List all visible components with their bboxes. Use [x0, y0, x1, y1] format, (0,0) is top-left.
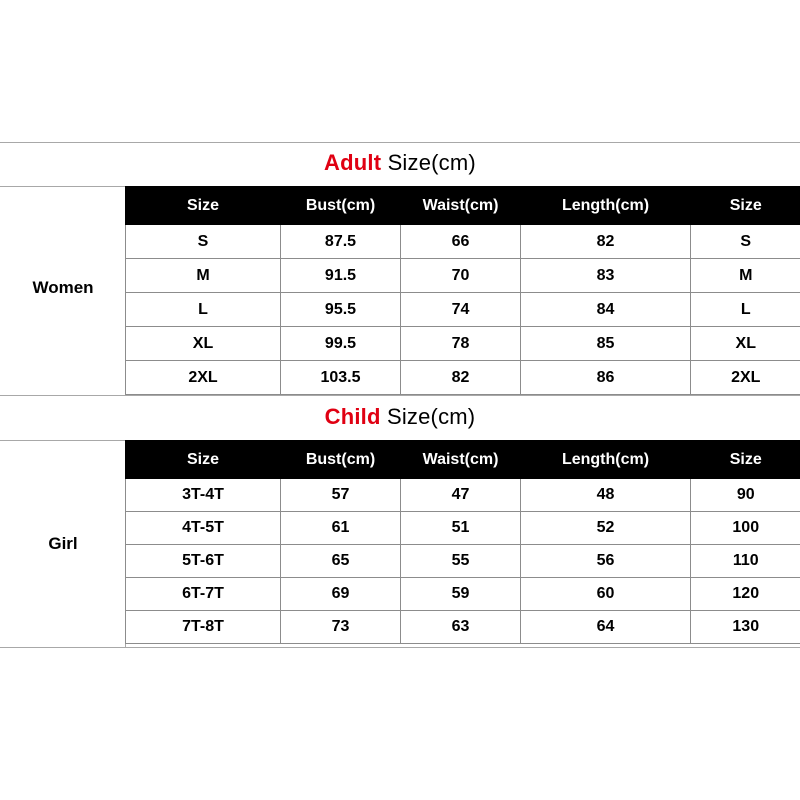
- title-accent: Adult: [324, 150, 382, 175]
- group-label-girl: Girl: [48, 534, 78, 553]
- section-bottom-border: [0, 647, 800, 648]
- table-header-row: [126, 187, 800, 225]
- table-cell: 120: [691, 578, 800, 611]
- table-cell: 47: [401, 479, 521, 512]
- table-cell: 51: [401, 512, 521, 545]
- table-row: [126, 545, 800, 578]
- header-cell: Waist(cm): [401, 441, 521, 479]
- title-rest: Size(cm): [386, 404, 476, 429]
- title-rest: Size(cm): [387, 150, 476, 175]
- table-cell: L: [126, 293, 281, 327]
- table-cell: 90: [691, 479, 800, 512]
- table-cell: 73: [281, 611, 401, 644]
- table-cell: 48: [521, 479, 691, 512]
- table-cell: XL: [126, 327, 281, 361]
- table-cell: 78: [401, 327, 521, 361]
- table-cell: 2XL: [691, 361, 800, 395]
- table-cell: 84: [521, 293, 691, 327]
- table-row: [126, 327, 800, 361]
- table-cell: 59: [401, 578, 521, 611]
- header-cell: Length(cm): [521, 187, 691, 225]
- size-chart: [0, 142, 800, 648]
- table-cell: XL: [691, 327, 800, 361]
- section-title-adult: [0, 150, 800, 176]
- table-cell: 2XL: [126, 361, 281, 395]
- header-cell: Bust(cm): [281, 187, 401, 225]
- table-cell: 3T-4T: [126, 479, 281, 512]
- header-cell: Size: [126, 187, 281, 225]
- table-cell: M: [691, 259, 800, 293]
- header-cell: Size: [691, 441, 800, 479]
- table-cell: 95.5: [281, 293, 401, 327]
- table-cell: 70: [401, 259, 521, 293]
- table-cell: 130: [691, 611, 800, 644]
- section-top-border: [0, 142, 800, 143]
- table-cell: 83: [521, 259, 691, 293]
- header-cell: Size: [126, 441, 281, 479]
- header-cell: Bust(cm): [281, 441, 401, 479]
- table-row: [126, 611, 800, 644]
- size-table-adult: [125, 186, 800, 395]
- table-cell: 103.5: [281, 361, 401, 395]
- table-cell: 82: [521, 225, 691, 259]
- table-cell: 7T-8T: [126, 611, 281, 644]
- table-cell: 61: [281, 512, 401, 545]
- table-cell: 63: [401, 611, 521, 644]
- table-cell: 82: [401, 361, 521, 395]
- table-cell: 6T-7T: [126, 578, 281, 611]
- table-cell: S: [691, 225, 800, 259]
- table-cell: 4T-5T: [126, 512, 281, 545]
- size-table-child: [125, 440, 800, 644]
- table-cell: L: [691, 293, 800, 327]
- table-cell: 87.5: [281, 225, 401, 259]
- table-cell: 85: [521, 327, 691, 361]
- header-cell: Size: [691, 187, 800, 225]
- table-cell: M: [126, 259, 281, 293]
- table-row: [126, 512, 800, 545]
- table-cell: 66: [401, 225, 521, 259]
- table-cell: 55: [401, 545, 521, 578]
- table-cell: S: [126, 225, 281, 259]
- section-divider: [0, 395, 800, 396]
- title-accent: Child: [324, 404, 381, 429]
- table-cell: 52: [521, 512, 691, 545]
- table-header-row: [126, 441, 800, 479]
- table-cell: 99.5: [281, 327, 401, 361]
- table-row: [126, 259, 800, 293]
- table-cell: 60: [521, 578, 691, 611]
- table-cell: 64: [521, 611, 691, 644]
- table-cell: 100: [691, 512, 800, 545]
- table-cell: 65: [281, 545, 401, 578]
- table-cell: 74: [401, 293, 521, 327]
- table-row: [126, 361, 800, 395]
- table-cell: 86: [521, 361, 691, 395]
- header-cell: Waist(cm): [401, 187, 521, 225]
- table-cell: 5T-6T: [126, 545, 281, 578]
- table-row: [126, 578, 800, 611]
- table-cell: 57: [281, 479, 401, 512]
- table-cell: 110: [691, 545, 800, 578]
- table-row: [126, 479, 800, 512]
- table-cell: 56: [521, 545, 691, 578]
- table-cell: 69: [281, 578, 401, 611]
- table-row: [126, 293, 800, 327]
- table-cell: 91.5: [281, 259, 401, 293]
- group-label-women: Women: [32, 278, 94, 297]
- table-row: [126, 225, 800, 259]
- section-title-child: [0, 404, 800, 430]
- header-cell: Length(cm): [521, 441, 691, 479]
